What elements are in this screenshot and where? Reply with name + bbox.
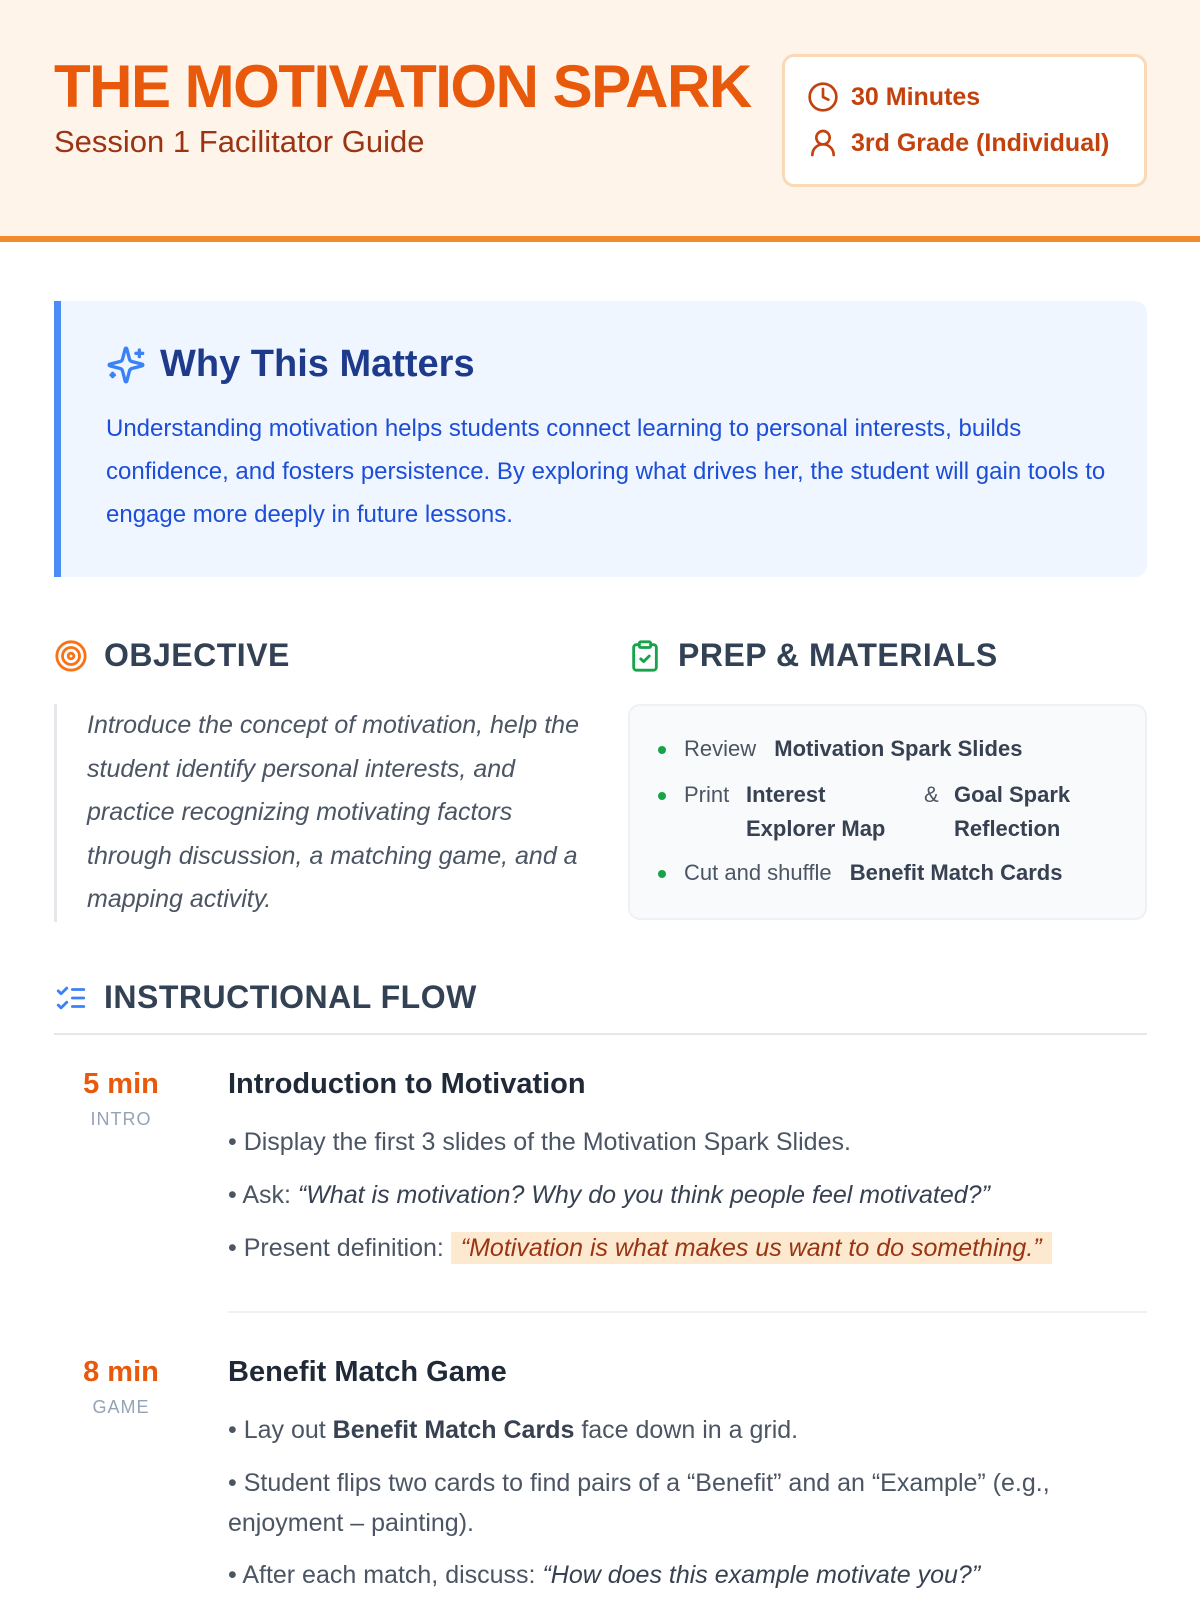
user-icon — [807, 127, 839, 159]
objective-heading-label: OBJECTIVE — [104, 637, 290, 673]
audience-label: 3rd Grade (Individual) — [851, 128, 1110, 157]
bullet-text: • After each match, discuss: — [228, 1561, 543, 1589]
duration-label: 30 Minutes — [851, 82, 981, 111]
step-tag: INTRO — [90, 1109, 152, 1129]
audience-row — [807, 127, 1109, 159]
step-bullet: • Student flips two cards to find pairs of a “Benefit” and an “Example” (e.g., enjoyment – painting). — [228, 1469, 1050, 1537]
page-subtitle: Session 1 Facilitator Guide — [54, 124, 425, 159]
why-title: Why This Matters — [160, 343, 475, 385]
prep-item-text: Review — [684, 736, 757, 761]
target-icon — [54, 639, 88, 673]
bullet-text: face down in a grid. — [574, 1416, 799, 1444]
why-this-matters-callout — [54, 301, 1147, 577]
prep-item-text: Cut and shuffle — [684, 860, 832, 885]
why-body: Understanding motivation helps students connect learning to personal interests, builds confidence, and fosters persistence. By exploring what drives her, the student will gain tools to engage more deeply in future lessons. — [106, 415, 1106, 528]
prep-materials-card — [628, 704, 1147, 920]
bullet-dot — [658, 746, 666, 754]
clipboard-check-icon — [628, 639, 662, 673]
prep-item — [658, 732, 1022, 766]
prep-item — [658, 856, 1062, 890]
prep-heading — [628, 637, 998, 674]
page-title: THE MOTIVATION SPARK — [54, 53, 751, 120]
step-tag: GAME — [92, 1397, 150, 1417]
bullet-material: Benefit Match Cards — [332, 1416, 575, 1444]
bullet-text: • Ask: — [228, 1181, 298, 1209]
step-title: Introduction to Motivation — [228, 1068, 586, 1100]
prep-item-material: Motivation Spark Slides — [774, 736, 1023, 761]
bullet-text: • Lay out — [228, 1416, 333, 1444]
prep-item-text: & — [924, 782, 939, 807]
step-bullet — [228, 1410, 1143, 1450]
step-time — [54, 1068, 188, 1130]
bullet-dot — [658, 870, 666, 878]
flow-heading — [54, 979, 477, 1016]
prep-heading-label: PREP & MATERIALS — [678, 637, 998, 673]
step-duration: 8 min — [83, 1356, 159, 1388]
divider — [54, 1033, 1147, 1035]
clock-icon — [807, 81, 839, 113]
sparkles-icon — [106, 345, 146, 385]
bullet-quote: “How does this example motivate you?” — [542, 1561, 981, 1589]
duration-row — [807, 81, 980, 113]
definition-highlight: “Motivation is what makes us want to do something.” — [451, 1232, 1052, 1264]
bullet-dot — [658, 792, 666, 800]
bullet-quote: “What is motivation? Why do you think people feel motivated?” — [297, 1181, 990, 1209]
prep-item — [658, 778, 1118, 850]
step-bullet — [228, 1175, 1143, 1215]
divider — [228, 1311, 1147, 1313]
session-meta-card — [782, 54, 1147, 187]
step-bullet — [228, 1555, 1143, 1595]
prep-item-text: Print — [684, 782, 730, 807]
prep-item-material: Goal Spark Reflection — [954, 782, 1071, 841]
step-time — [54, 1356, 188, 1418]
prep-item-material: Benefit Match Cards — [849, 860, 1063, 885]
prep-item-material: Interest Explorer Map — [746, 782, 886, 841]
step-bullet: • Display the first 3 slides of the Motivation Spark Slides. — [228, 1128, 851, 1156]
bullet-text: • Present definition: — [228, 1234, 451, 1262]
why-heading — [106, 343, 475, 386]
flow-heading-label: INSTRUCTIONAL FLOW — [104, 979, 477, 1015]
header — [0, 0, 1200, 242]
objective-heading — [54, 637, 290, 674]
step-duration: 5 min — [83, 1068, 159, 1100]
objective-text: Introduce the concept of motivation, help the student identify personal interests, and practice recognizing motivating factors through discussion, a matching game, and a mapping activity. — [54, 704, 584, 922]
list-checks-icon — [54, 981, 88, 1015]
step-title: Benefit Match Game — [228, 1356, 507, 1388]
step-bullet — [228, 1228, 1143, 1268]
